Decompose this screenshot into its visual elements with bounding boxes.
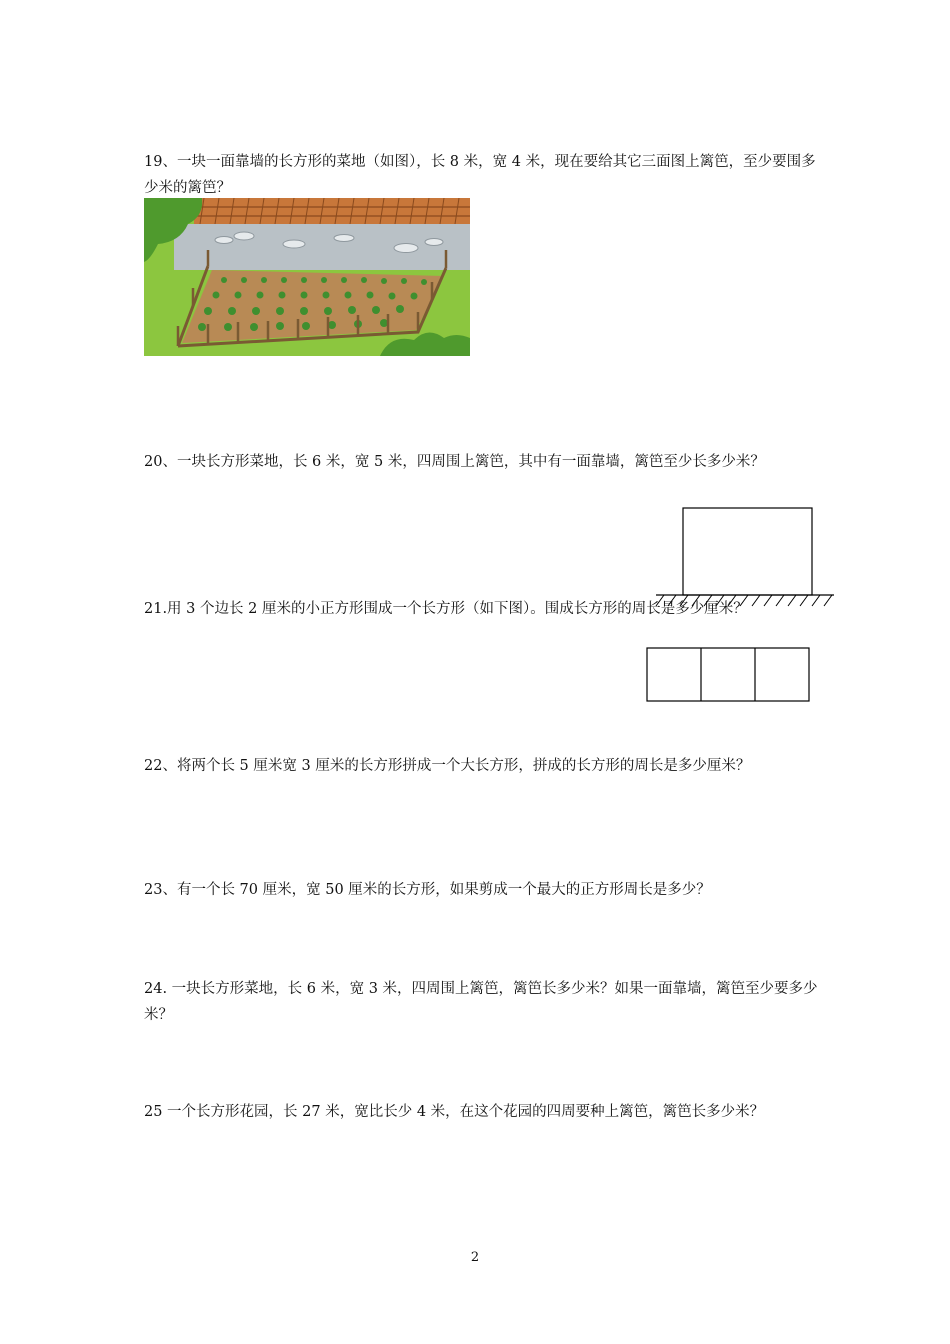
- question-23: 23、有一个长 70 厘米，宽 50 厘米的长方形，如果剪成一个最大的正方形周长是多少？: [144, 882, 711, 898]
- question-22: 22、将两个长 5 厘米宽 3 厘米的长方形拼成一个大长方形，拼成的长方形的周长是多少厘米？: [144, 758, 751, 774]
- vegetable-garden-illustration: [144, 198, 470, 356]
- question-21: 21.用 3 个边长 2 厘米的小正方形围成一个长方形（如下图）。围成长方形的周长是多少厘米？: [144, 601, 748, 617]
- question-25: 25 一个长方形花园，长 27 米，宽比长少 4 米，在这个花园的四周要种上篱笆，篱笆长多少米？: [144, 1104, 765, 1120]
- question-24: 24. 一块长方形菜地，长 6 米，宽 3 米，四周围上篱笆，篱笆长多少米？如果一面靠墙，篱笆至少要多少米？: [144, 981, 818, 1023]
- rectangle-against-wall-diagram: [650, 505, 836, 609]
- question-20: 20、一块长方形菜地，长 6 米，宽 5 米，四周围上篱笆，其中有一面靠墙，篱笆至少长多少米？: [144, 454, 765, 470]
- three-squares-diagram: [645, 646, 811, 704]
- question-19: 19、一块一面靠墙的长方形的菜地（如图），长 8 米，宽 4 米，现在要给其它三面图上篱笆，至少要围多少米的篱笆？: [144, 154, 816, 196]
- page-number: 2: [470, 1250, 480, 1265]
